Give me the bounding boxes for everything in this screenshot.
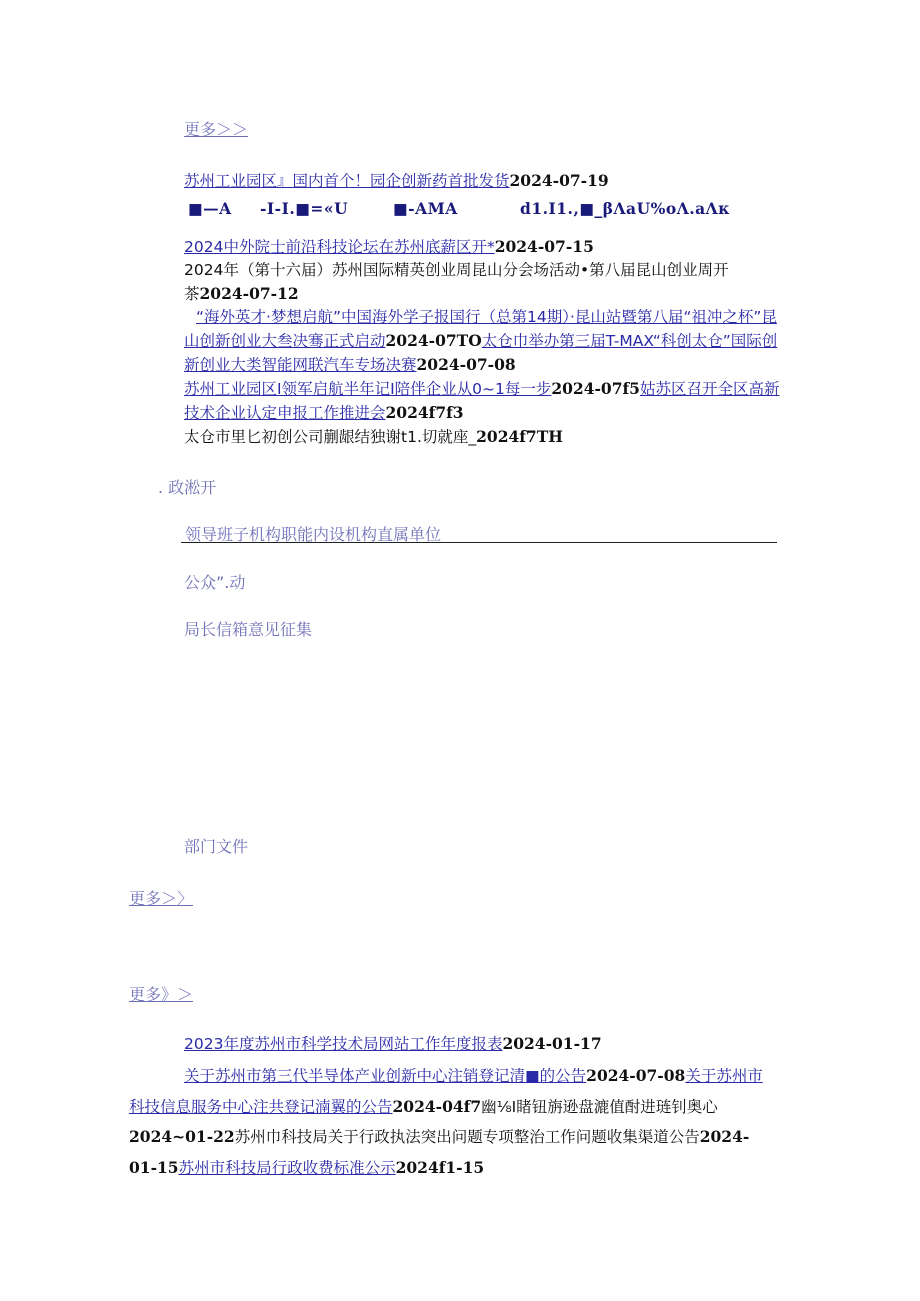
- news-date-taicang-tmax: 2024-07-08: [416, 355, 516, 374]
- mailbox-links-row[interactable]: 局长信箱意见征集: [184, 620, 313, 639]
- news-item-1-date: 2024-07-19: [509, 171, 609, 190]
- news-date-gusu: 2024f7f3: [385, 403, 464, 422]
- news-item-3-title[interactable]: 2024中外院士前沿科技论坛在苏州底薪区开*: [184, 238, 495, 256]
- divider-line: [181, 542, 777, 543]
- notice-link-info-center[interactable]: 关于苏州市科技信息服务中心注共登记湳翼的公告: [129, 1067, 763, 1116]
- notice-link-fee-standard[interactable]: 苏州市科技局行政收费标准公示: [178, 1158, 396, 1177]
- news-link-gusu[interactable]: 姑苏区召开全区高新技术企业认定申报工作推进会: [184, 380, 780, 422]
- news-item-1-title[interactable]: 苏州工业园区』国内首个！园企创新药首批发货: [184, 172, 510, 190]
- notice-item-1: [184, 1032, 602, 1056]
- notice-link-semiconductor[interactable]: 关于苏州市第三代半导体产业创新中心注销登记清■的公告: [184, 1067, 587, 1085]
- notice-date-garbled: 2024~01-22: [129, 1127, 235, 1146]
- notice-item-1-date: 2024-01-17: [502, 1034, 602, 1053]
- news-date-haiwai: 2024-07TO: [385, 331, 482, 350]
- news-date-taicang: 2024f7TH: [476, 427, 563, 446]
- news-item-1: [184, 169, 609, 193]
- notice-text-law-enforcement[interactable]: 苏州巾科技局关于行政执法突出问题专项整治工作问题收集渠道公告: [234, 1128, 700, 1146]
- news-item-3: [184, 235, 594, 259]
- more-link-dept-1[interactable]: 更多＞〉: [129, 889, 194, 908]
- dept-files-title[interactable]: 部门文件: [184, 837, 249, 856]
- notice-paragraph: [129, 1061, 774, 1183]
- notice-date-fee-standard: 2024f1-15: [395, 1157, 485, 1177]
- org-links-row[interactable]: 领导班子机构职能内设机构直属单位: [185, 525, 442, 544]
- notice-text-garbled[interactable]: 幽⅛I睹钮旃逊盘漉值酎进琏钊奥心: [481, 1097, 718, 1116]
- news-item-3-date: 2024-07-15: [494, 237, 594, 256]
- news-link-taicang-tmax[interactable]: 太仓巾举办第三届T-MAX“科创太仓”国际创新创业大类智能网联汽车专场决赛: [184, 332, 778, 374]
- news-item-4: [184, 259, 729, 282]
- garbled-fragment-1: ■—A: [188, 199, 232, 218]
- garbled-fragment-3: ■-AMA: [393, 199, 458, 218]
- news-item-4-date: 2024-07-12: [199, 284, 299, 303]
- news-link-sip-leader[interactable]: 苏州工业园区I领军启航半年记I陪伴企业从0~1每一步: [184, 380, 552, 398]
- notice-date-law-enforcement: 2024-01-15: [129, 1127, 750, 1177]
- gov-open-title: . 政淞开: [158, 478, 217, 497]
- news-item-4-line-1[interactable]: 2024年（第十六届）苏州国际精英创业周昆山分会场活动•第八届昆山创业周开: [184, 261, 729, 279]
- news-text-taicang[interactable]: 太仓市里匕初创公司蒯龈结独谢t1.切就座_: [184, 428, 477, 446]
- garbled-fragment-4: d1.I1.,■_βΛaU%oΛ.aΛκ: [520, 199, 731, 218]
- news-item-4-line-2[interactable]: 茶: [184, 285, 200, 303]
- public-interaction-link[interactable]: 公众”.动: [184, 573, 246, 592]
- more-link-dept-2[interactable]: 更多》＞: [129, 985, 194, 1004]
- more-link-top[interactable]: 更多＞＞: [184, 120, 249, 139]
- news-link-haiwai[interactable]: “海外英才·梦想启航”中国海外学子报国行（总第14期）·昆山站暨第八届“祖冲之杯”昆山创新创业大叁决骞正式启动: [184, 308, 777, 350]
- news-date-sip-leader: 2024-07f5: [551, 379, 640, 398]
- notice-date-info-center: 2024-04f7: [392, 1096, 482, 1116]
- notice-date-semiconductor: 2024-07-08: [586, 1066, 686, 1085]
- news-paragraph-1: [184, 306, 780, 449]
- garbled-fragment-2: -I-I.■=«U: [260, 199, 349, 218]
- notice-item-1-title[interactable]: 2023年度苏州市科学技术局网站工作年度报表: [184, 1035, 503, 1053]
- news-item-4-cont: [184, 282, 299, 306]
